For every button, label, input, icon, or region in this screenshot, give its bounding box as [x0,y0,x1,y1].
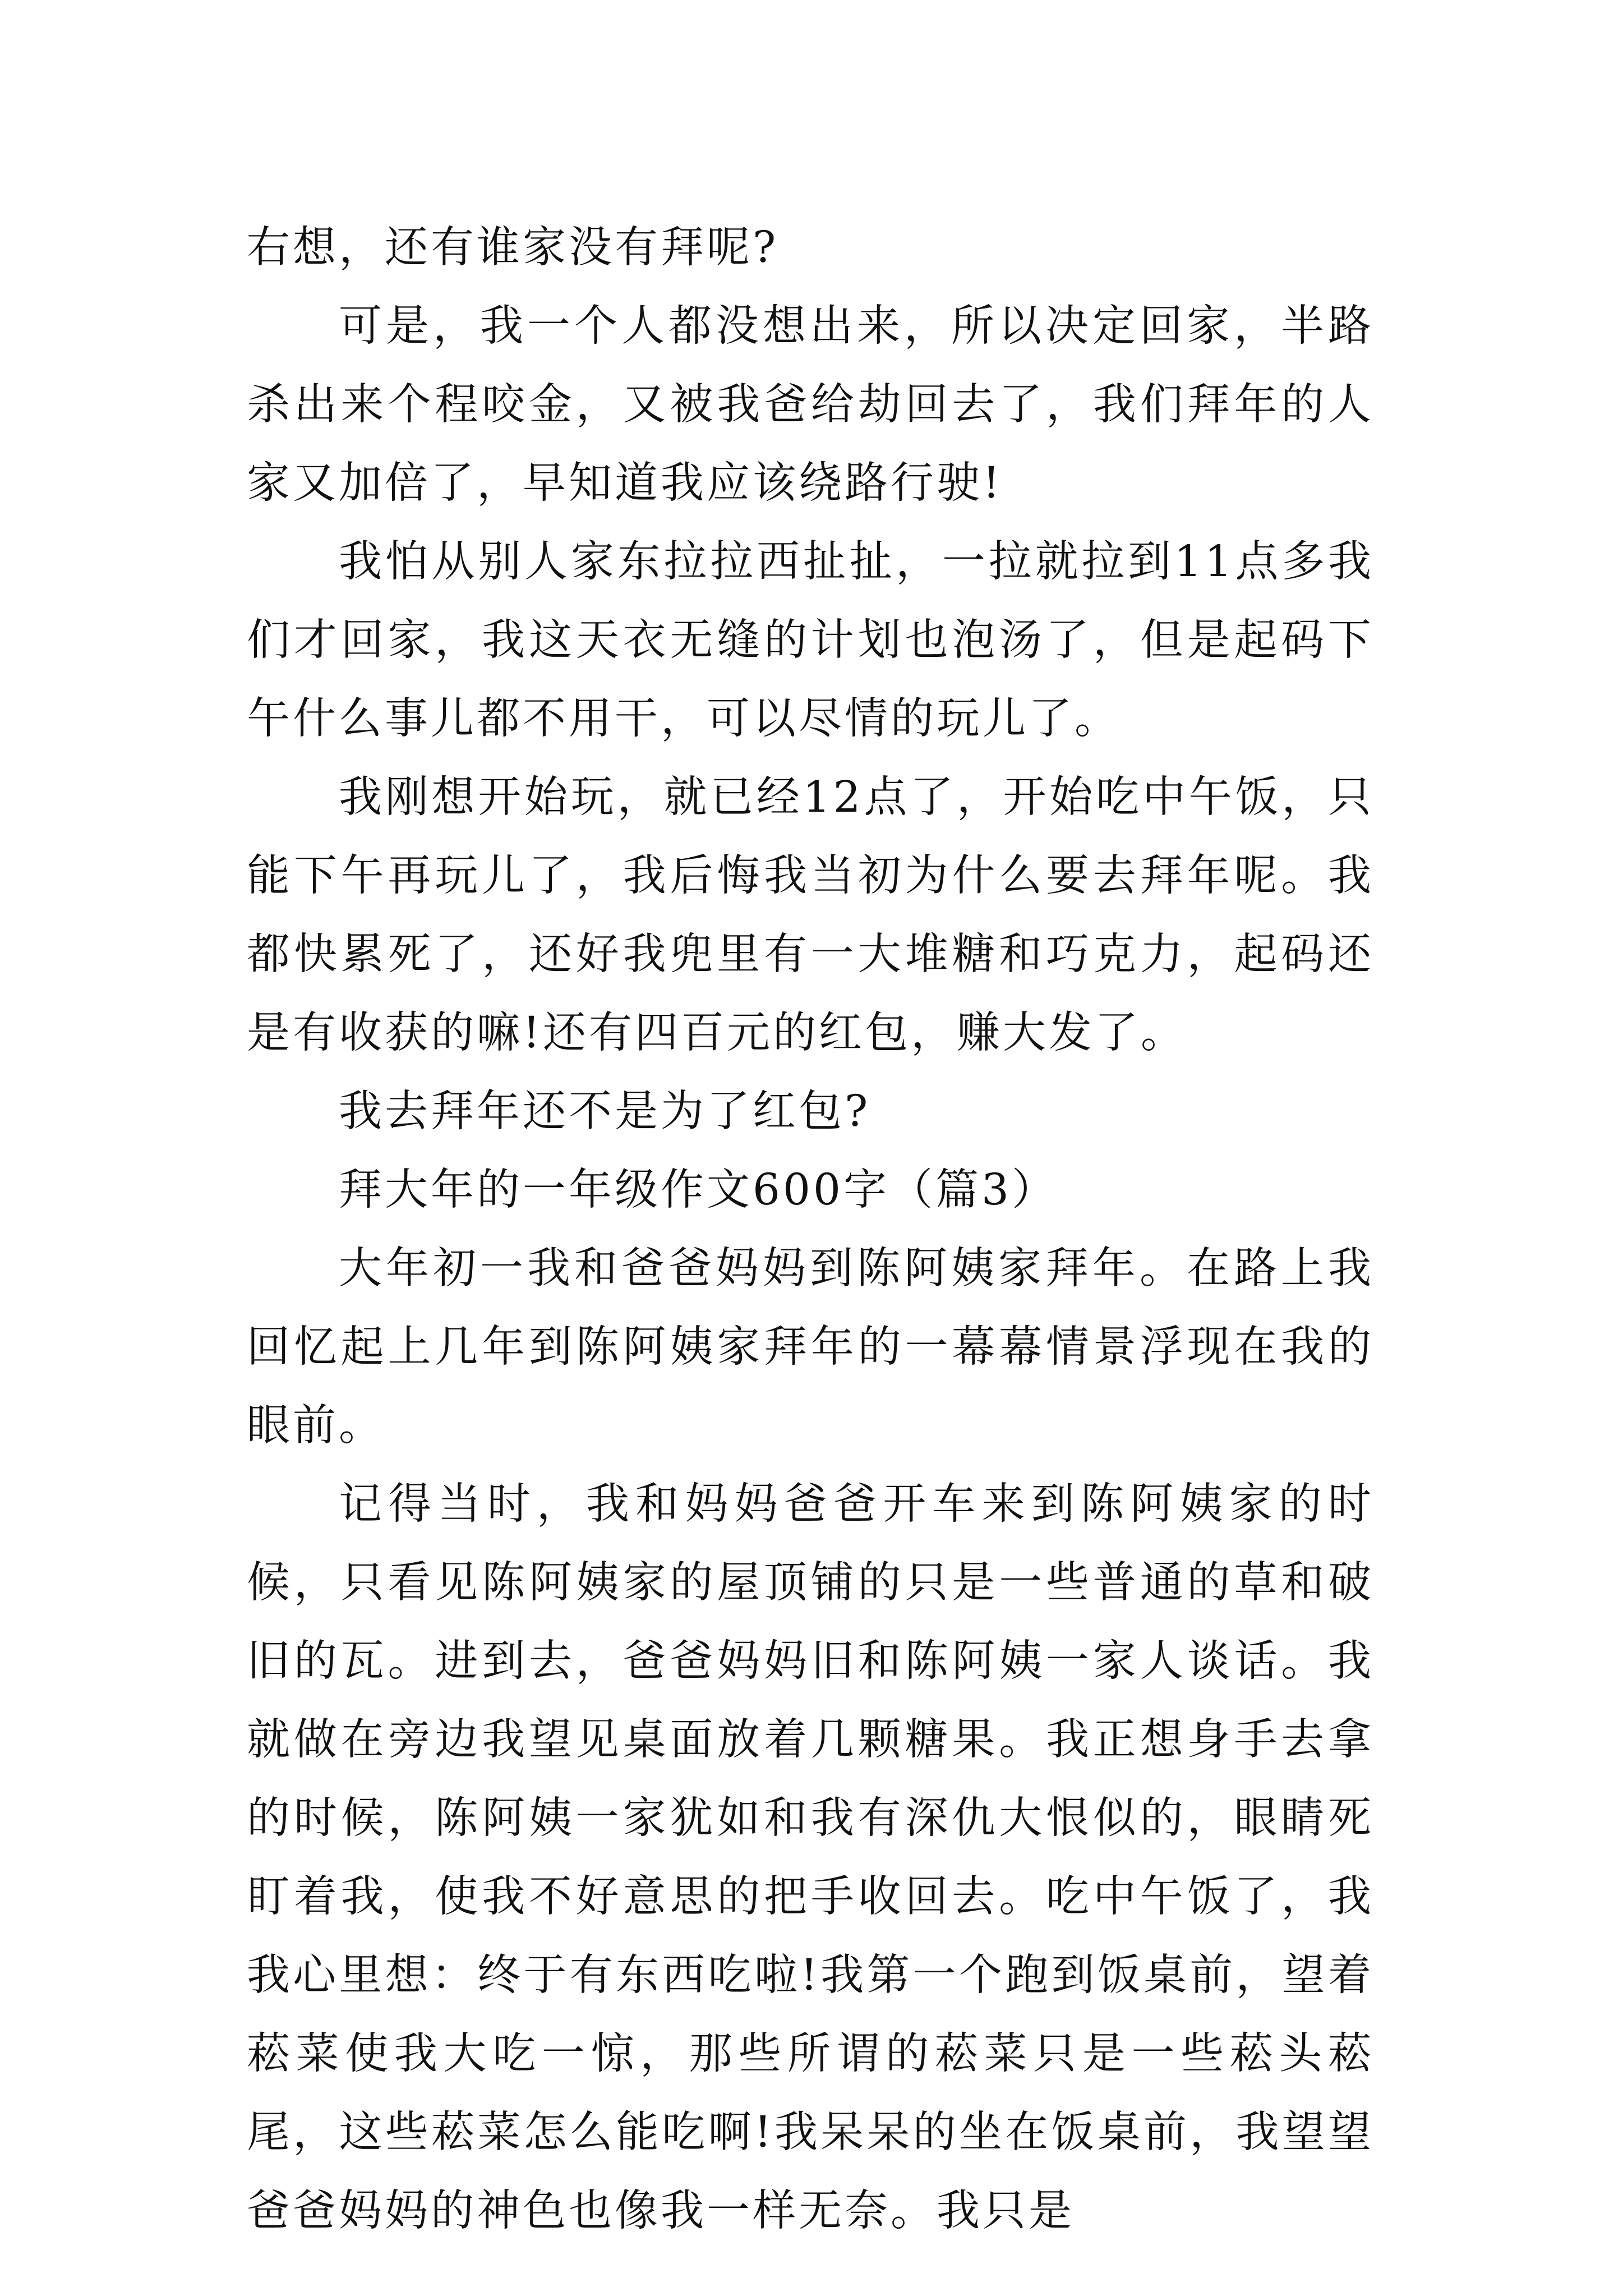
paragraph-1: 右想，还有谁家没有拜呢? [247,223,779,273]
document-body [247,209,1374,2251]
paragraph-5: 我去拜年还不是为了红包? [339,1087,871,1137]
paragraph-2: 可是，我一个人都没想出来，所以决定回家，半路杀出来个程咬金，又被我爸给劫回去了，我们拜年的人家又加倍了，早知道我应该绕路行驶! [247,301,1374,508]
paragraph-3: 我怕从别人家东拉拉西扯扯，一拉就拉到11点多我们才回家，我这天衣无缝的计划也泡汤了，但是起码下午什么事儿都不用干，可以尽情的玩儿了。 [247,537,1374,744]
paragraph-8: 记得当时，我和妈妈爸爸开车来到陈阿姨家的时候，只看见陈阿姨家的屋顶铺的只是一些普通的草和破旧的瓦。进到去，爸爸妈妈旧和陈阿姨一家人谈话。我就做在旁边我望见桌面放着几颗糖果。我正想身手去拿的时候，陈阿姨一家犹如和我有深仇大恨似的，眼睛死盯着我，使我不好意思的把手收回去。吃中午饭了，我我心里想：终于有东西吃啦!我第一个跑到饭桌前，望着菘菜使我大吃一惊，那些所谓的菘菜只是一些菘头菘尾，这些菘菜怎么能吃啊!我呆呆的坐在饭桌前，我望望爸爸妈妈的神色也像我一样无奈。我只是 [247,1479,1374,2236]
section-heading: 拜大年的一年级作文600字（篇3） [339,1165,1058,1215]
paragraph-7: 大年初一我和爸爸妈妈到陈阿姨家拜年。在路上我回忆起上几年到陈阿姨家拜年的一幕幕情景浮现在我的眼前。 [247,1244,1374,1451]
paragraph-4: 我刚想开始玩，就已经12点了，开始吃中午饭，只能下午再玩儿了，我后悔我当初为什么要去拜年呢。我都快累死了，还好我兜里有一大堆糖和巧克力，起码还是有收获的嘛!还有四百元的红包，赚大发了。 [247,772,1374,1058]
